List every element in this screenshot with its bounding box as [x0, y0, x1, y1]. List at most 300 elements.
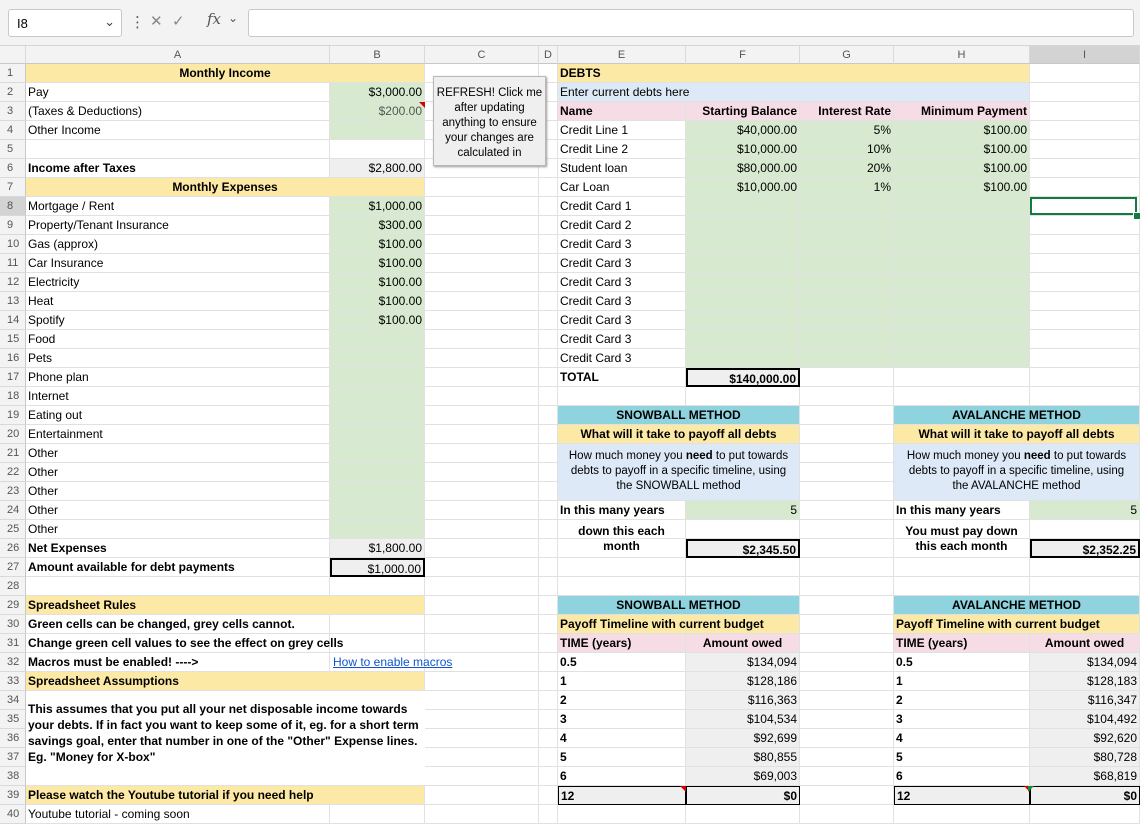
cell[interactable] [539, 197, 558, 216]
debt-rate[interactable] [800, 349, 894, 368]
minimum-payment-header[interactable]: Minimum Payment [894, 102, 1030, 121]
row-header-32[interactable]: 32 [0, 653, 26, 672]
expense-label[interactable]: Other [26, 463, 330, 482]
debt-name[interactable]: Credit Line 2 [558, 140, 686, 159]
debt-name[interactable]: Credit Line 1 [558, 121, 686, 140]
cell[interactable] [539, 691, 558, 710]
expense-value[interactable] [330, 368, 425, 387]
cell[interactable] [330, 577, 425, 596]
debt-minimum[interactable]: $100.00 [894, 121, 1030, 140]
row-header-11[interactable]: 11 [0, 254, 26, 273]
cell[interactable] [1030, 330, 1140, 349]
debt-balance[interactable] [686, 330, 800, 349]
row-header-36[interactable]: 36 [0, 729, 26, 748]
row-header-25[interactable]: 25 [0, 520, 26, 539]
cell[interactable] [425, 368, 539, 387]
row-header-29[interactable]: 29 [0, 596, 26, 615]
debts-header[interactable]: DEBTS [558, 64, 1030, 83]
cell[interactable] [425, 330, 539, 349]
expense-label[interactable]: Food [26, 330, 330, 349]
debt-name[interactable]: Credit Card 3 [558, 349, 686, 368]
cell[interactable] [558, 805, 686, 824]
column-header-d[interactable]: D [539, 46, 558, 64]
debt-rate[interactable] [800, 197, 894, 216]
expense-value[interactable] [330, 482, 425, 501]
cell[interactable] [686, 577, 800, 596]
other-income-value[interactable] [330, 121, 425, 140]
cell[interactable] [1030, 159, 1140, 178]
cell[interactable] [894, 368, 1030, 387]
select-all-corner[interactable] [0, 46, 26, 64]
cell[interactable] [894, 805, 1030, 824]
cell[interactable] [1030, 520, 1140, 539]
cell[interactable] [26, 577, 330, 596]
row-header-13[interactable]: 13 [0, 292, 26, 311]
amount-owed-header[interactable]: Amount owed [1030, 634, 1140, 653]
timeline-time[interactable]: 1 [894, 672, 1030, 691]
row-header-34[interactable]: 34 [0, 691, 26, 710]
assumptions-header[interactable]: Spreadsheet Assumptions [26, 672, 425, 691]
debt-minimum[interactable] [894, 330, 1030, 349]
snowball-timeline-title[interactable]: SNOWBALL METHOD [558, 596, 800, 615]
cancel-icon[interactable]: ✕ [150, 13, 163, 30]
timeline-time[interactable]: 4 [894, 729, 1030, 748]
expense-label[interactable]: Entertainment [26, 425, 330, 444]
timeline-time[interactable]: 12 [558, 786, 686, 805]
cell[interactable] [800, 748, 894, 767]
enable-macros-link[interactable]: How to enable macros [330, 653, 539, 672]
debt-minimum[interactable] [894, 254, 1030, 273]
row-header-6[interactable]: 6 [0, 159, 26, 178]
row-header-20[interactable]: 20 [0, 425, 26, 444]
cell[interactable] [1030, 140, 1140, 159]
debt-name-header[interactable]: Name [558, 102, 686, 121]
cell[interactable] [686, 520, 800, 539]
row-header-7[interactable]: 7 [0, 178, 26, 197]
cell[interactable] [425, 387, 539, 406]
column-header-g[interactable]: G [800, 46, 894, 64]
timeline-time[interactable]: 6 [558, 767, 686, 786]
timeline-amount[interactable]: $104,534 [686, 710, 800, 729]
debt-rate[interactable] [800, 235, 894, 254]
expense-value[interactable]: $100.00 [330, 254, 425, 273]
row-header-40[interactable]: 40 [0, 805, 26, 824]
cell[interactable] [425, 691, 539, 710]
debt-rate[interactable] [800, 273, 894, 292]
timeline-time[interactable]: 3 [558, 710, 686, 729]
debt-minimum[interactable] [894, 197, 1030, 216]
debt-balance[interactable] [686, 216, 800, 235]
debt-minimum[interactable] [894, 292, 1030, 311]
row-header-15[interactable]: 15 [0, 330, 26, 349]
cell[interactable] [558, 387, 686, 406]
expense-label[interactable]: Gas (approx) [26, 235, 330, 254]
cell[interactable] [800, 691, 894, 710]
cell[interactable] [539, 349, 558, 368]
timeline-amount[interactable]: $0 [686, 786, 800, 805]
cell[interactable] [1030, 558, 1140, 577]
debt-rate[interactable]: 5% [800, 121, 894, 140]
debt-rate[interactable]: 1% [800, 178, 894, 197]
cell[interactable] [539, 710, 558, 729]
cell[interactable] [539, 805, 558, 824]
expense-value[interactable]: $100.00 [330, 235, 425, 254]
timeline-time[interactable]: 2 [894, 691, 1030, 710]
timeline-amount[interactable]: $128,186 [686, 672, 800, 691]
cell[interactable] [425, 539, 539, 558]
row-header-30[interactable]: 30 [0, 615, 26, 634]
expense-value[interactable]: $100.00 [330, 311, 425, 330]
cell[interactable] [425, 463, 539, 482]
cell[interactable] [1030, 387, 1140, 406]
debt-name[interactable]: Credit Card 1 [558, 197, 686, 216]
row-header-33[interactable]: 33 [0, 672, 26, 691]
cell[interactable] [539, 216, 558, 235]
expense-label[interactable]: Electricity [26, 273, 330, 292]
snowball-method-title[interactable]: SNOWBALL METHOD [558, 406, 800, 425]
amount-available-label[interactable]: Amount available for debt payments [26, 558, 330, 577]
cell[interactable] [1030, 83, 1140, 102]
cell[interactable] [800, 406, 894, 425]
comment-indicator[interactable] [680, 786, 686, 792]
expense-label[interactable]: Other [26, 520, 330, 539]
cell[interactable] [800, 767, 894, 786]
cell[interactable] [425, 805, 539, 824]
cell[interactable] [800, 729, 894, 748]
timeline-time[interactable]: 6 [894, 767, 1030, 786]
total-value[interactable]: $140,000.00 [686, 368, 800, 387]
confirm-icon[interactable]: ✓ [172, 13, 185, 30]
cell[interactable] [425, 577, 539, 596]
income-after-taxes-value[interactable]: $2,800.00 [330, 159, 425, 178]
cell[interactable] [800, 387, 894, 406]
cell[interactable] [800, 634, 894, 653]
timeline-time[interactable]: 0.5 [558, 653, 686, 672]
cell[interactable] [539, 748, 558, 767]
debt-minimum[interactable] [894, 216, 1030, 235]
cell[interactable] [539, 596, 558, 615]
cell[interactable] [539, 672, 558, 691]
youtube-help-text[interactable]: Please watch the Youtube tutorial if you need help [26, 786, 425, 805]
debt-name[interactable]: Credit Card 2 [558, 216, 686, 235]
cell[interactable] [425, 311, 539, 330]
debt-minimum[interactable] [894, 235, 1030, 254]
avalanche-timeline-title[interactable]: AVALANCHE METHOD [894, 596, 1140, 615]
debt-balance[interactable] [686, 349, 800, 368]
debt-minimum[interactable]: $100.00 [894, 178, 1030, 197]
cell[interactable] [1030, 121, 1140, 140]
expense-label[interactable]: Property/Tenant Insurance [26, 216, 330, 235]
cell[interactable] [425, 710, 539, 729]
column-header-e[interactable]: E [558, 46, 686, 64]
debt-name[interactable]: Credit Card 3 [558, 292, 686, 311]
cell[interactable] [425, 444, 539, 463]
cell[interactable] [539, 558, 558, 577]
cell[interactable] [425, 425, 539, 444]
cell[interactable] [686, 805, 800, 824]
cell[interactable] [539, 634, 558, 653]
timeline-amount[interactable]: $134,094 [686, 653, 800, 672]
debt-balance[interactable]: $10,000.00 [686, 140, 800, 159]
cell[interactable] [539, 729, 558, 748]
tutorial-text[interactable]: Youtube tutorial - coming soon [26, 805, 425, 824]
timeline-time[interactable]: 5 [558, 748, 686, 767]
avalanche-monthly-payment[interactable]: $2,352.25 [1030, 539, 1140, 558]
avalanche-timeline-subtitle[interactable]: Payoff Timeline with current budget [894, 615, 1140, 634]
interest-rate-header[interactable]: Interest Rate [800, 102, 894, 121]
timeline-amount[interactable]: $128,183 [1030, 672, 1140, 691]
debt-balance[interactable]: $40,000.00 [686, 121, 800, 140]
cell[interactable] [425, 482, 539, 501]
comment-indicator[interactable] [1028, 786, 1034, 792]
cell[interactable] [425, 349, 539, 368]
timeline-time[interactable]: 5 [894, 748, 1030, 767]
debt-minimum[interactable]: $100.00 [894, 140, 1030, 159]
debt-balance[interactable] [686, 311, 800, 330]
timeline-time[interactable]: 1 [558, 672, 686, 691]
chevron-down-icon[interactable]: ⌄ [104, 14, 115, 29]
expense-label[interactable]: Other [26, 444, 330, 463]
expense-label[interactable]: Internet [26, 387, 330, 406]
amount-owed-header[interactable]: Amount owed [686, 634, 800, 653]
cell[interactable] [539, 577, 558, 596]
snowball-timeline-subtitle[interactable]: Payoff Timeline with current budget [558, 615, 800, 634]
refresh-button[interactable]: REFRESH! Click me after updating anything to ensure your changes are calculated in [433, 76, 546, 166]
debt-rate[interactable] [800, 254, 894, 273]
chevron-down-icon[interactable]: ⌄ [228, 11, 239, 25]
timeline-amount[interactable]: $80,728 [1030, 748, 1140, 767]
column-header-a[interactable]: A [26, 46, 330, 64]
cell[interactable] [539, 463, 558, 482]
debt-name[interactable]: Car Loan [558, 178, 686, 197]
cell[interactable] [425, 501, 539, 520]
expense-value[interactable] [330, 425, 425, 444]
more-options-icon[interactable]: ⋮ [130, 14, 145, 31]
column-header-c[interactable]: C [425, 46, 539, 64]
cell[interactable] [425, 634, 539, 653]
cell[interactable] [800, 501, 894, 520]
cell[interactable] [425, 729, 539, 748]
debt-balance[interactable]: $80,000.00 [686, 159, 800, 178]
expense-label[interactable]: Spotify [26, 311, 330, 330]
avalanche-years-input[interactable]: 5 [1030, 501, 1140, 520]
expense-label[interactable]: Mortgage / Rent [26, 197, 330, 216]
cell[interactable] [800, 444, 894, 463]
time-years-header[interactable]: TIME (years) [894, 634, 1030, 653]
debt-name[interactable]: Credit Card 3 [558, 330, 686, 349]
timeline-amount[interactable]: $80,855 [686, 748, 800, 767]
column-header-b[interactable]: B [330, 46, 425, 64]
row-header-39[interactable]: 39 [0, 786, 26, 805]
cell[interactable] [800, 672, 894, 691]
row-header-22[interactable]: 22 [0, 463, 26, 482]
cell[interactable] [1030, 102, 1140, 121]
cell[interactable] [539, 292, 558, 311]
row-header-38[interactable]: 38 [0, 767, 26, 786]
time-years-header[interactable]: TIME (years) [558, 634, 686, 653]
timeline-amount[interactable]: $68,819 [1030, 767, 1140, 786]
avalanche-method-title[interactable]: AVALANCHE METHOD [894, 406, 1140, 425]
cell[interactable] [539, 387, 558, 406]
expense-value[interactable] [330, 330, 425, 349]
timeline-time[interactable]: 2 [558, 691, 686, 710]
avalanche-subtitle[interactable]: What will it take to payoff all debts [894, 425, 1140, 444]
cell[interactable] [1030, 805, 1140, 824]
net-expenses-value[interactable]: $1,800.00 [330, 539, 425, 558]
row-header-4[interactable]: 4 [0, 121, 26, 140]
cell[interactable] [539, 653, 558, 672]
timeline-amount[interactable]: $104,492 [1030, 710, 1140, 729]
cell[interactable] [800, 558, 894, 577]
debt-name[interactable]: Credit Card 3 [558, 235, 686, 254]
cell[interactable] [1030, 178, 1140, 197]
snowball-pay-label[interactable]: down this each month [558, 520, 686, 558]
cell[interactable] [1030, 349, 1140, 368]
cell[interactable] [894, 577, 1030, 596]
expense-value[interactable] [330, 444, 425, 463]
cell[interactable] [1030, 216, 1140, 235]
cell[interactable] [539, 254, 558, 273]
cell[interactable] [539, 235, 558, 254]
row-header-8[interactable]: 8 [0, 197, 26, 216]
timeline-time[interactable]: 3 [894, 710, 1030, 729]
snowball-years-input[interactable]: 5 [686, 501, 800, 520]
cell[interactable] [539, 444, 558, 463]
cell[interactable] [425, 292, 539, 311]
debt-rate[interactable]: 10% [800, 140, 894, 159]
cell[interactable] [539, 767, 558, 786]
row-header-1[interactable]: 1 [0, 64, 26, 83]
cell[interactable] [1030, 311, 1140, 330]
cell[interactable] [1030, 292, 1140, 311]
cell[interactable] [800, 463, 894, 482]
expense-value[interactable] [330, 349, 425, 368]
debt-rate[interactable]: 20% [800, 159, 894, 178]
timeline-amount[interactable]: $69,003 [686, 767, 800, 786]
timeline-amount[interactable]: $134,094 [1030, 653, 1140, 672]
cell[interactable] [1030, 254, 1140, 273]
row-header-18[interactable]: 18 [0, 387, 26, 406]
expense-value[interactable] [330, 406, 425, 425]
taxes-value[interactable]: $200.00 [330, 102, 425, 121]
income-after-taxes-label[interactable]: Income after Taxes [26, 159, 330, 178]
expense-value[interactable] [330, 520, 425, 539]
timeline-time[interactable]: 12 [894, 786, 1030, 805]
cell[interactable] [425, 558, 539, 577]
cell[interactable] [800, 425, 894, 444]
avalanche-years-label[interactable]: In this many years [894, 501, 1030, 520]
debts-subheader[interactable]: Enter current debts here [558, 83, 1030, 102]
cell[interactable] [539, 482, 558, 501]
cell[interactable] [1030, 577, 1140, 596]
cell[interactable] [800, 596, 894, 615]
cell[interactable] [539, 520, 558, 539]
debt-rate[interactable] [800, 311, 894, 330]
cell[interactable] [800, 615, 894, 634]
expense-label[interactable]: Car Insurance [26, 254, 330, 273]
cell[interactable] [425, 254, 539, 273]
cell[interactable] [800, 786, 894, 805]
cell[interactable] [425, 596, 539, 615]
debt-minimum[interactable] [894, 349, 1030, 368]
cell[interactable] [800, 482, 894, 501]
cell[interactable] [539, 539, 558, 558]
timeline-amount[interactable]: $0 [1030, 786, 1140, 805]
expense-label[interactable]: Other [26, 501, 330, 520]
cell[interactable] [539, 178, 558, 197]
other-income-label[interactable]: Other Income [26, 121, 330, 140]
row-header-26[interactable]: 26 [0, 539, 26, 558]
expense-value[interactable]: $100.00 [330, 273, 425, 292]
cell[interactable] [539, 330, 558, 349]
cell[interactable] [26, 140, 330, 159]
cell[interactable] [425, 615, 539, 634]
cell[interactable] [1030, 235, 1140, 254]
row-header-2[interactable]: 2 [0, 83, 26, 102]
debt-name[interactable]: Student loan [558, 159, 686, 178]
expense-value[interactable] [330, 501, 425, 520]
fill-handle[interactable] [1133, 212, 1140, 220]
row-header-17[interactable]: 17 [0, 368, 26, 387]
cell[interactable] [539, 615, 558, 634]
timeline-time[interactable]: 0.5 [894, 653, 1030, 672]
cell[interactable] [800, 368, 894, 387]
debt-name[interactable]: Credit Card 3 [558, 273, 686, 292]
cell[interactable] [800, 805, 894, 824]
cell[interactable] [1030, 273, 1140, 292]
rules-header[interactable]: Spreadsheet Rules [26, 596, 425, 615]
rules-line2[interactable]: Change green cell values to see the effect on grey cells [26, 634, 425, 653]
column-header-h[interactable]: H [894, 46, 1030, 64]
cell[interactable] [425, 216, 539, 235]
snowball-monthly-payment[interactable]: $2,345.50 [686, 539, 800, 558]
debt-rate[interactable] [800, 216, 894, 235]
timeline-time[interactable]: 4 [558, 729, 686, 748]
expense-label[interactable]: Heat [26, 292, 330, 311]
comment-indicator[interactable] [419, 102, 425, 108]
cell[interactable] [539, 406, 558, 425]
expense-label[interactable]: Eating out [26, 406, 330, 425]
pay-label[interactable]: Pay [26, 83, 330, 102]
cell[interactable] [539, 501, 558, 520]
starting-balance-header[interactable]: Starting Balance [686, 102, 800, 121]
row-header-16[interactable]: 16 [0, 349, 26, 368]
cell[interactable] [539, 786, 558, 805]
row-header-14[interactable]: 14 [0, 311, 26, 330]
debt-minimum[interactable] [894, 273, 1030, 292]
row-header-24[interactable]: 24 [0, 501, 26, 520]
amount-available-value[interactable]: $1,000.00 [330, 558, 425, 577]
cell[interactable] [1030, 368, 1140, 387]
expense-value[interactable]: $300.00 [330, 216, 425, 235]
debt-balance[interactable] [686, 235, 800, 254]
row-header-12[interactable]: 12 [0, 273, 26, 292]
cell[interactable] [894, 387, 1030, 406]
expense-value[interactable]: $1,000.00 [330, 197, 425, 216]
expense-label[interactable]: Other [26, 482, 330, 501]
insert-function-icon[interactable]: fx [207, 10, 222, 28]
monthly-expenses-header[interactable]: Monthly Expenses [26, 178, 425, 197]
cell[interactable] [425, 406, 539, 425]
column-header-i[interactable]: I [1030, 46, 1140, 64]
cell[interactable] [539, 273, 558, 292]
row-header-31[interactable]: 31 [0, 634, 26, 653]
cell[interactable] [425, 273, 539, 292]
cell[interactable] [425, 748, 539, 767]
row-header-21[interactable]: 21 [0, 444, 26, 463]
net-expenses-label[interactable]: Net Expenses [26, 539, 330, 558]
cell[interactable] [425, 767, 539, 786]
